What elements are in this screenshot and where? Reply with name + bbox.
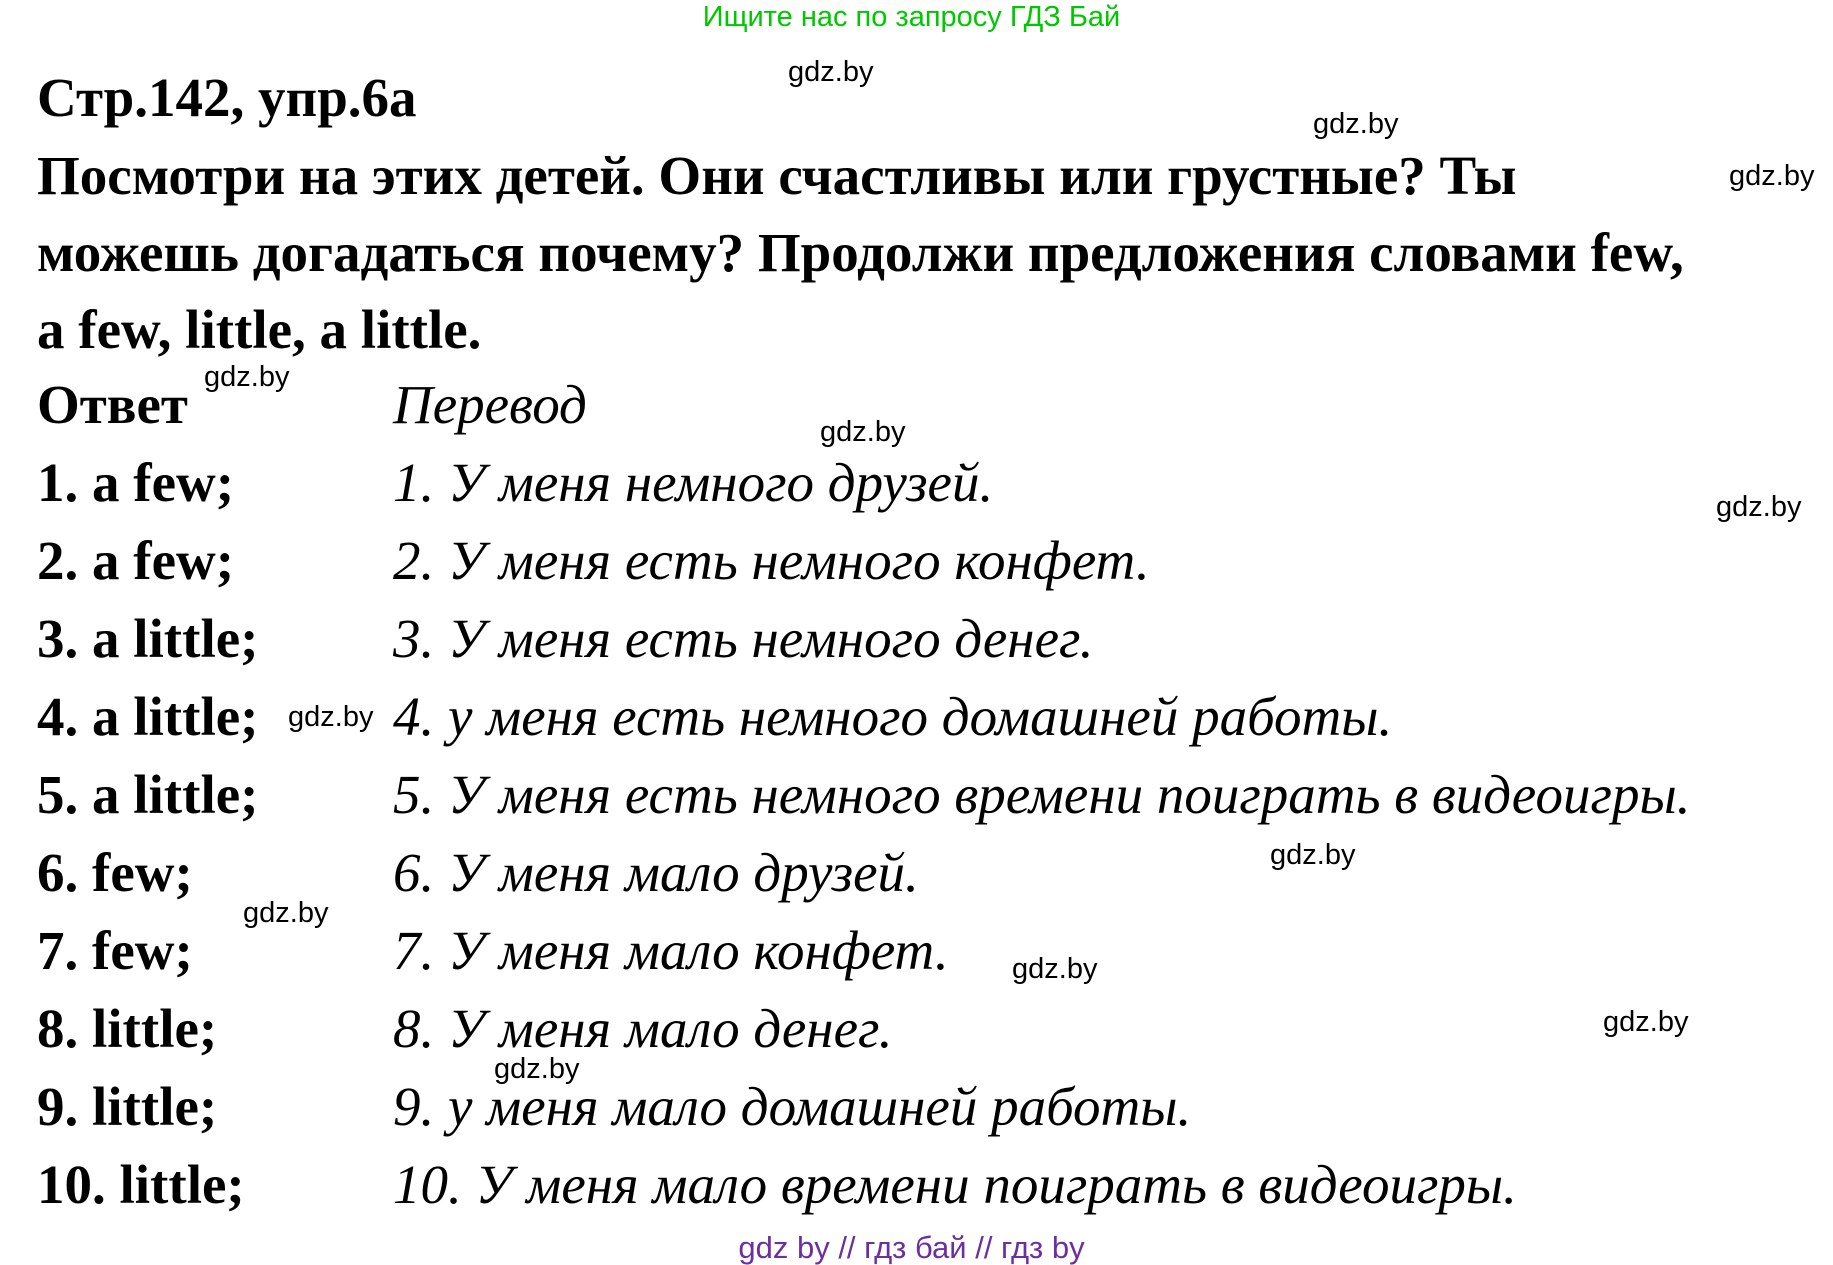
watermark: gdz.by (288, 701, 374, 733)
watermark: gdz.by (1729, 160, 1815, 192)
footer-text: gdz by // гдз бай // гдз by (738, 1230, 1085, 1265)
task-line: a few, little, a little. (37, 299, 482, 360)
watermark: gdz.by (494, 1053, 580, 1085)
page-title: Стр.142, упр.6а (37, 67, 417, 128)
answer-text: 4. a little; (37, 686, 259, 747)
watermark: gdz.by (788, 56, 874, 88)
answer-row (0, 450, 1833, 516)
translation-text: 4. у меня есть немного домашней работы. (393, 686, 1393, 747)
answer-text: 1. a few; (37, 452, 235, 513)
translation-text: 7. У меня мало конфет. (393, 920, 949, 981)
answer-row (0, 996, 1833, 1062)
task-line: Посмотри на этих детей. Они счастливы или грустные? Ты (37, 145, 1517, 206)
answer-row (0, 528, 1833, 594)
translation-heading: Перевод (393, 374, 587, 435)
answer-heading: Ответ (37, 374, 188, 435)
translation-text: 3. У меня есть немного денег. (393, 608, 1094, 669)
task-text (37, 137, 1827, 368)
watermark: gdz.by (204, 361, 290, 393)
answer-text: 9. little; (37, 1076, 218, 1137)
answer-row (0, 762, 1833, 828)
answer-row (0, 684, 1833, 750)
translation-text: 1. У меня немного друзей. (393, 452, 994, 513)
watermark: gdz.by (1270, 839, 1356, 871)
answer-row (0, 1152, 1833, 1218)
answer-text: 8. little; (37, 998, 218, 1059)
translation-text: 10. У меня мало времени поиграть в видеоигры. (393, 1154, 1517, 1215)
answer-text: 2. a few; (37, 530, 235, 591)
translation-text: 2. У меня есть немного конфет. (393, 530, 1150, 591)
answer-text: 5. a little; (37, 764, 259, 825)
watermark: gdz.by (1012, 953, 1098, 985)
top-banner (0, 0, 1833, 34)
answer-text: 10. little; (37, 1154, 245, 1215)
answer-text: 3. a little; (37, 608, 259, 669)
watermark: gdz.by (1313, 108, 1399, 140)
watermark: gdz.by (820, 416, 906, 448)
answer-row (0, 1074, 1833, 1140)
watermark: gdz.by (243, 897, 329, 929)
watermark: gdz.by (1603, 1006, 1689, 1038)
watermark: gdz.by (1716, 491, 1802, 523)
answer-text: 6. few; (37, 842, 193, 903)
answer-row (0, 606, 1833, 672)
translation-text: 6. У меня мало друзей. (393, 842, 919, 903)
translation-text: 9. у меня мало домашней работы. (393, 1076, 1192, 1137)
footer (0, 1230, 1833, 1265)
translation-text: 5. У меня есть немного времени поиграть в видеоигры. (393, 764, 1691, 825)
translation-text: 8. У меня мало денег. (393, 998, 893, 1059)
task-line: можешь догадаться почему? Продолжи предложения словами few, (37, 222, 1684, 283)
answer-text: 7. few; (37, 920, 193, 981)
banner-text: Ищите нас по запросу ГДЗ Бай (702, 1, 1121, 33)
